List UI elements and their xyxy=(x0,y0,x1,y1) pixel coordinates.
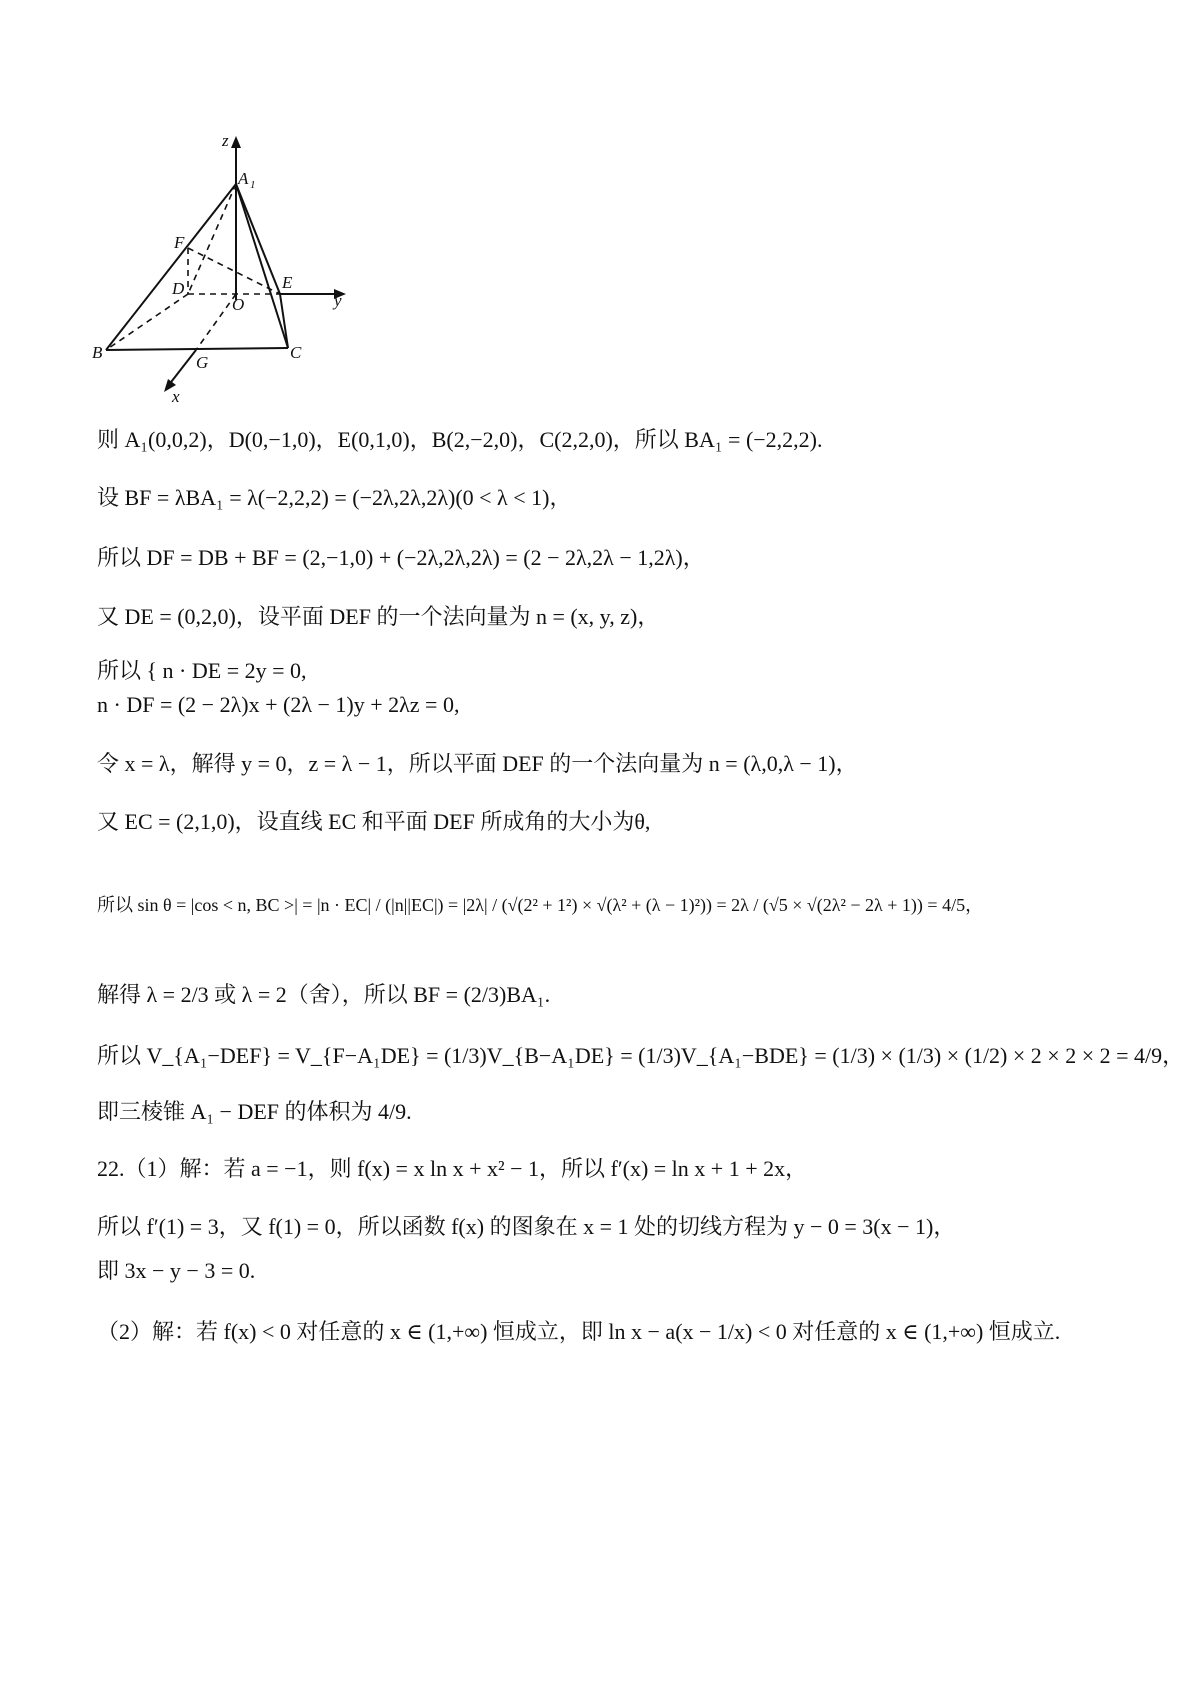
pyramid-figure xyxy=(92,128,392,448)
label-y: y xyxy=(334,291,342,310)
label-D: D xyxy=(172,279,185,298)
label-A: A xyxy=(238,169,249,188)
z-axis-arrow xyxy=(231,136,241,148)
line-solve-lambda: 解得 λ = 2/3 或 λ = 2（舍），所以 BF = (2/3)BA₁. xyxy=(97,982,551,1007)
line-22-part1: 22.（1）解：若 a = −1，则 f(x) = x ln x + x² − 1，所以 f′(x) = ln x + 1 + 2x， xyxy=(97,1156,808,1181)
x-axis-dashed xyxy=(196,294,236,350)
label-E: E xyxy=(282,273,293,292)
edge-EC xyxy=(280,294,288,348)
edge-A1E xyxy=(236,184,280,294)
label-C: C xyxy=(290,343,302,362)
label-F: F xyxy=(174,233,185,252)
edge-DB xyxy=(106,294,188,350)
line-system-1: 所以 { n · DE = 2y = 0, xyxy=(97,658,307,683)
coordinate-pyramid-diagram xyxy=(92,128,392,448)
label-z: z xyxy=(222,131,229,150)
line-df-vector: 所以 DF = DB + BF = (2,−1,0) + (−2λ,2λ,2λ) = (2 − 2λ,2λ − 1,2λ)， xyxy=(97,545,705,570)
edge-BC xyxy=(106,348,288,350)
line-tangent: 所以 f′(1) = 3，又 f(1) = 0，所以函数 f(x) 的图象在 x = 1 处的切线方程为 y − 0 = 3(x − 1)， xyxy=(97,1214,956,1239)
line-volume-result: 即三棱锥 A₁ − DEF 的体积为 4/9. xyxy=(97,1099,412,1124)
edge-A1D xyxy=(188,184,236,294)
label-G: G xyxy=(196,353,209,372)
line-ec-vector: 又 EC = (2,1,0)，设直线 EC 和平面 DEF 所成角的大小为θ, xyxy=(97,809,651,834)
label-O: O xyxy=(232,295,245,314)
label-A-sub: 1 xyxy=(250,179,256,191)
line-volume: 所以 V_{A₁−DEF} = V_{F−A₁DE} = (1/3)V_{B−A₁DE} = (1/3)V_{A₁−BDE} = (1/3) × (1/3) × (1/2) × 2 × 2 × 2 = 4/9， xyxy=(97,1043,1185,1068)
label-B: B xyxy=(92,343,103,362)
line-de-normal: 又 DE = (0,2,0)，设平面 DEF 的一个法向量为 n = (x, y, z)， xyxy=(97,604,660,629)
line-bf-vector: 设 BF = λBA₁ = λ(−2,2,2) = (−2λ,2λ,2λ)(0 < λ < 1)， xyxy=(97,485,572,510)
line-coordinates: 则 A₁(0,0,2)，D(0,−1,0)，E(0,1,0)，B(2,−2,0)，C(2,2,0)，所以 BA₁ = (−2,2,2). xyxy=(97,427,823,452)
edge-A1C xyxy=(236,184,288,348)
label-x: x xyxy=(172,387,180,406)
edge-A1B xyxy=(106,184,236,350)
line-tangent-result: 即 3x − y − 3 = 0. xyxy=(97,1258,256,1283)
edge-FE xyxy=(188,248,280,294)
line-22-part2: （2）解：若 f(x) < 0 对任意的 x ∈ (1,+∞) 恒成立，即 ln x − a(x − 1/x) < 0 对任意的 x ∈ (1,+∞) 恒成立. xyxy=(97,1319,1061,1344)
x-axis xyxy=(168,350,196,386)
line-system-2: n · DF = (2 − 2λ)x + (2λ − 1)y + 2λz = 0, xyxy=(97,692,460,717)
line-let-x: 令 x = λ，解得 y = 0，z = λ − 1，所以平面 DEF 的一个法向量为 n = (λ,0,λ − 1)， xyxy=(97,751,858,776)
line-sin-theta: 所以 sin θ = |cos < n, BC >| = |n · EC| / (|n||EC|) = |2λ| / (√(2² + 1²) × √(λ² + (λ − 1)²)) = 2λ / (√5 × √(2λ² − 2λ + 1)) = 4/5， xyxy=(97,895,984,915)
